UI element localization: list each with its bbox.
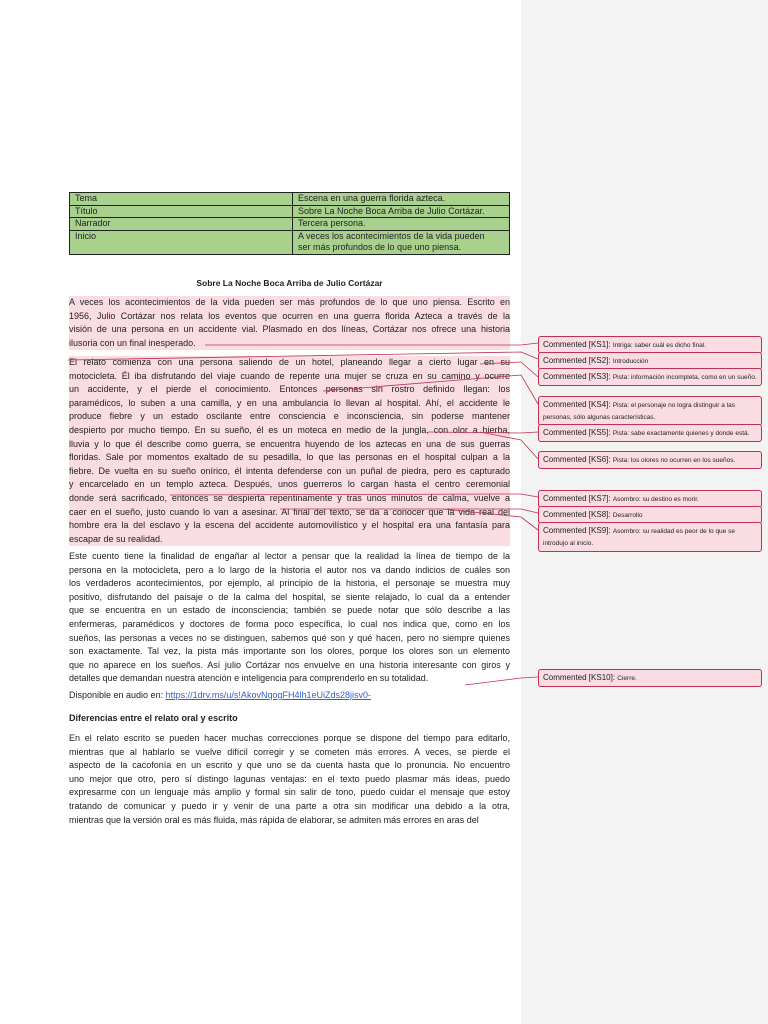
table-key: Inicio xyxy=(70,230,293,254)
paragraph-line: y encarcelado en un templo azteca. Después, unos guerreros lo cargan hasta el centro ceremonial xyxy=(69,479,510,490)
comment-id: Commented [KS2]: xyxy=(543,356,611,365)
comment-id: Commented [KS9]: xyxy=(543,526,611,535)
table-key: Tema xyxy=(70,193,293,206)
paragraph-line: 1956, Julio Cortázar nos relata los eventos que ocurren en una guerra florida Azteca a través de la xyxy=(69,310,510,321)
connector-line xyxy=(170,494,538,497)
paragraph-line: enfermeras, paramédicos y doctores de forma poco específica, lo cual nos indica que, como en los xyxy=(69,618,510,629)
connector-line xyxy=(280,509,538,513)
paragraph-line: aspecto de la cacofonía en un escrito y que uno se da cuenta hasta que lo pronuncia. No encuentro xyxy=(69,760,510,771)
comment-id: Commented [KS5]: xyxy=(543,428,611,437)
paragraph-line: que se encuentra en un estado de inconsciencia; también se puede notar que sólo describe a las xyxy=(69,605,510,616)
paragraph-line: ilusoria con un final inesperado. xyxy=(69,337,196,348)
comment-text: Cierre. xyxy=(617,675,637,682)
paragraph-line: tratando de comunicar y puedo ir y venir de una parte a otra sin modificar una debido a la otra, xyxy=(69,800,510,811)
paragraph-line: produce fiebre y un estado oscilante entre consciencia e inconsciencia, sin poderse mantener xyxy=(69,411,510,422)
table-key: Narrador xyxy=(70,218,293,231)
table-value-line: A veces los acontecimientos de la vida pueden xyxy=(298,230,485,241)
paragraph-line: escapar de su realidad. xyxy=(69,533,163,544)
paragraph-line: positivo, disfrutando del paisaje o de la calma del hospital, se siente relajado, lo cual da a entender xyxy=(69,591,510,602)
comment-text: Pista: el personaje no logra distinguir a las personas, sólo algunas características. xyxy=(543,402,735,421)
paragraph-line: sueños, las personas a veces no se distinguen, sabemos qué son y qué hacen, pero no siempre quienes xyxy=(69,632,510,643)
comment-text: Pista: sabe exactamente quienes y donde está. xyxy=(612,430,750,437)
comment-text: Introducción xyxy=(612,358,649,365)
comment-text: Asombro: su realidad es peor de lo que se introdujo al inicio. xyxy=(543,528,735,547)
table-value: Tercera persona. xyxy=(293,218,510,231)
paragraph-line: floridas. Sale por momentos exaltado de su pesadilla, lo que las personas en el hospital culpan a la xyxy=(69,452,510,463)
comment-text: Asombro: su destino es morir. xyxy=(612,496,699,503)
comment-id: Commented [KS8]: xyxy=(543,510,611,519)
paragraph-line: motocicleta. Él iba disfrutando del viaje cuando de repente una mujer se cruza en su camino y ocurre xyxy=(69,370,510,381)
paragraph-line: uno mejor que otro, pero sí distingo lagunas ventajas: en el texto puedo plasmar más ideas, puedo xyxy=(69,773,510,784)
audio-label: Disponible en audio en: xyxy=(69,690,166,700)
audio-link[interactable]: https://1drv.ms/u/s!AkovNqogFH4lh1eUiZds28jisv0- xyxy=(165,690,371,700)
comment-text: Pista: información incompleta, como en un sueño. xyxy=(612,374,757,381)
paragraph-line: caer en el sueño, justo cuando lo van a asesinar. Al final del texto, se da a conocer que la vida real del xyxy=(69,506,510,517)
paragraph-line: lluvia y lo que él describe como guerra, se encuentra huyendo de los aztecas en una de sus guerras xyxy=(69,438,510,449)
paragraph-line: paramédicos, lo suben a una camilla, y en una ambulancia lo llevan al hospital. Ahí, el accidente le xyxy=(69,397,510,408)
paragraph-line: El relato comienza con una persona saliendo de un hotel, planeando llegar a cierto lugar en su xyxy=(69,357,510,367)
paragraph-line: detalles que demandan nuestra atención e inteligencia para comprenderlo en su totalidad. xyxy=(69,673,429,684)
paragraph-line: despierto por mucho tiempo. En su sueño, él es un moteca en medio de la jungla, con olor a hierba, xyxy=(69,424,510,435)
connector-line xyxy=(480,432,538,459)
connector-line xyxy=(480,362,538,377)
paragraph-line: Este cuento tiene la finalidad de engañar al lector a pensar que la realidad la línea de tiempo de la xyxy=(69,551,510,561)
connector-line xyxy=(205,343,538,345)
comment-text: Intriga: saber cuál es dicho final. xyxy=(612,342,707,349)
comment-id: Commented [KS3]: xyxy=(543,372,611,381)
paragraph-line: hombre era la del esclavo y la escena del accidente automovilístico y el hospital era una fantasía para xyxy=(69,520,510,531)
section-title: Diferencias entre el relato oral y escrito xyxy=(69,713,238,723)
table-value: Sobre La Noche Boca Arriba de Julio Cortázar. xyxy=(293,205,510,218)
comment-id: Commented [KS4]: xyxy=(543,400,611,409)
paragraph-line: los verdaderos acontecimientos, por ejemplo, al principio de la historia, el personaje se muestra muy xyxy=(69,578,510,589)
comment-text: Desarrollo xyxy=(612,512,643,519)
connector-line xyxy=(465,677,538,685)
comment-id: Commented [KS6]: xyxy=(543,455,611,464)
paragraph-line: expresarme con un lenguaje más amplio y formal sin salir de tono, puedo cuidar el mensaje que estoy xyxy=(69,787,510,798)
paragraph-line: un accidente, y el pierde el conocimiento. Entonces personas sin rostro definido llegan: los xyxy=(69,384,510,395)
paragraph-line: visión de una persona en un accidente vial. Plasmado en dos líneas, Cortázar nos ofrece una historia xyxy=(69,324,510,335)
connector-line xyxy=(323,375,538,404)
comment-id: Commented [KS10]: xyxy=(543,673,616,682)
connector-line xyxy=(68,352,538,360)
paragraph-line: donde será sacrificado, entonces se despierta repentinamente y tras unos minutos de calma, vuelve a xyxy=(69,492,510,503)
paragraph-line: mientras que al hablarlo se vuelve difícil corregir y se cometen más errores. A veces, se pierde el xyxy=(69,746,510,757)
comment-text: Pista: los olores no ocurren en los sueños. xyxy=(612,457,736,464)
table-value-line: ser más profundos de lo que uno piensa. xyxy=(298,242,462,252)
paragraph-line: fiebre. De vuelta en su sueño onírico, él intenta defenderse con un puñal de piedra, pero es capturado xyxy=(69,465,510,476)
comment-id: Commented [KS1]: xyxy=(543,340,611,349)
table-key: Título xyxy=(70,205,293,218)
document-title: Sobre La Noche Boca Arriba de Julio Cortázar xyxy=(196,278,383,288)
paragraph-line: persona en la motocicleta, pero a lo largo de la historia el autor nos va dando indicios de cuáles son xyxy=(69,564,510,575)
paragraph-line: que no aparece en los sueños. Así julio Cortázar nos envuelve en una historia interesante con giros y xyxy=(69,659,510,670)
paragraph-line: son exactamente. Tal vez, la pista más importante son los olores, porque los olores son un elemento xyxy=(69,646,510,657)
paragraph-line: En el relato escrito se pueden hacer muchas correcciones porque se dispone del tiempo para editarlo, xyxy=(69,733,510,743)
paragraph-line: A veces los acontecimientos de la vida pueden ser más profundos de lo que uno piensa. Escrito en xyxy=(69,297,510,307)
table-value: Escena en una guerra florida azteca. xyxy=(293,193,510,206)
connector-line xyxy=(443,509,538,530)
comment-id: Commented [KS7]: xyxy=(543,494,611,503)
paragraph-line: mientras que la versión oral es más fluida, más rápida de elaborar, se admiten más errores en aras del xyxy=(69,814,479,825)
